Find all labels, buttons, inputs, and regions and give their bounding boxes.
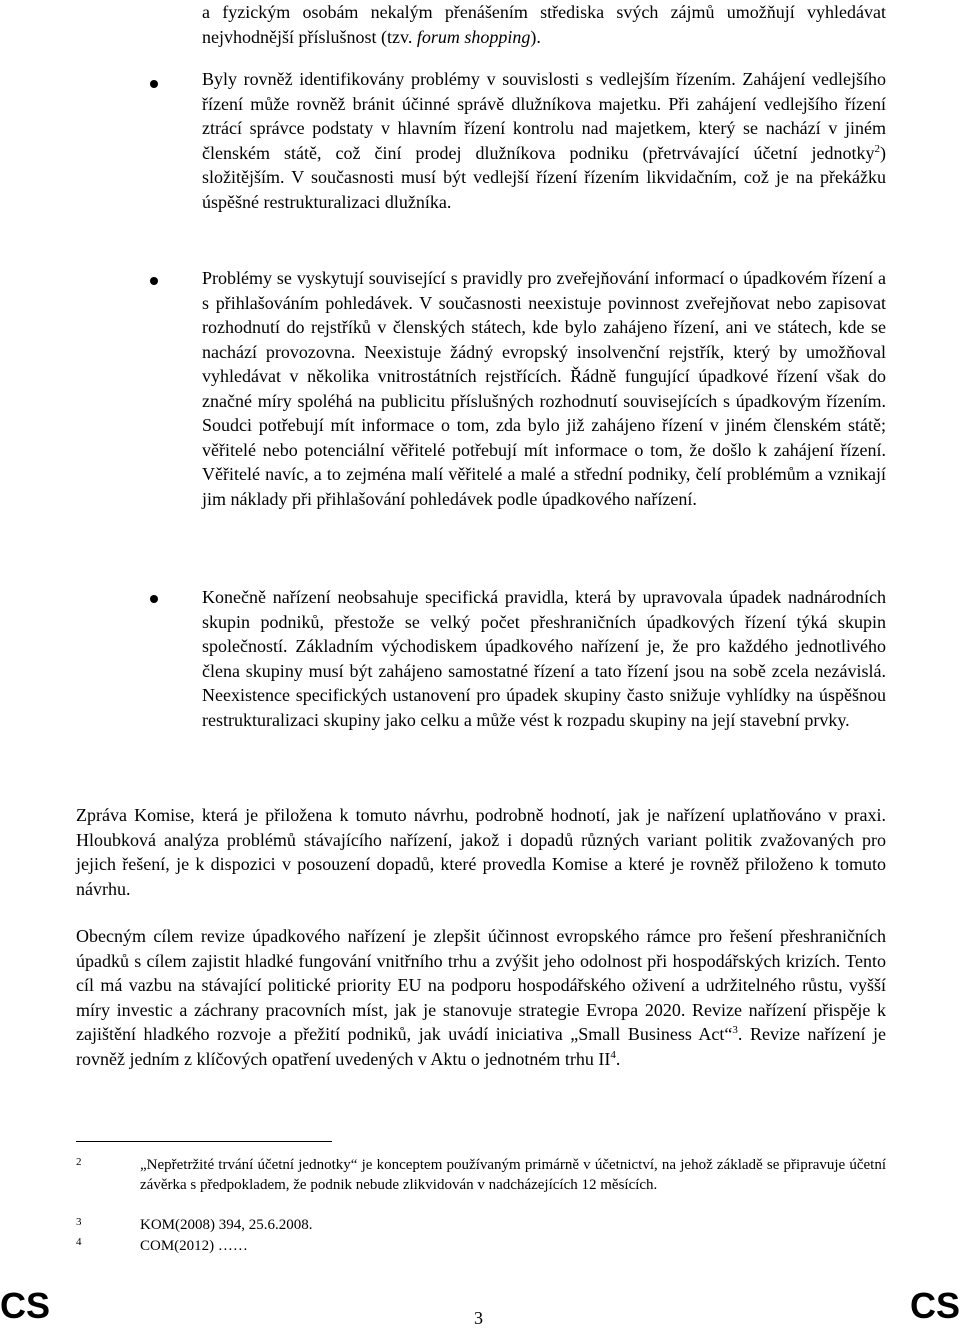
bullet-dot-1 (150, 80, 158, 88)
footnote-separator (76, 1141, 332, 1142)
footnote-number-2: 2 (76, 1156, 82, 1168)
intro-paragraph (202, 0, 886, 49)
bullet-paragraph-3: Konečně nařízení neobsahuje specifická pravidla, která by upravovala úpadek nadnárodních skupin podniků, přestože se velký počet přeshraničních úpadkových řízení týká skupin společností. Základním východiskem úpadkového nařízení je, že pro každého jednotlivého člena skupiny musí být zahájeno samostatné řízení a tato řízení jsou na sobě zcela nezávislá. Neexistence specifických ustanovení pro úpadek skupiny často snižuje vyhlídky na úspěšnou restrukturalizaci skupiny jako celku a může vést k rozpadu skupiny na její stavební prvky. (202, 587, 886, 730)
bullet-dot-2 (150, 277, 158, 285)
bullet1-text-end: ) složitějším. V současnosti musí být vedlejší řízení řízením likvidačním, což je na překážku úspěšné restrukturalizaci dlužníka. (202, 142, 886, 212)
page-number: 3 (474, 1308, 483, 1328)
footnote-text-2: „Nepřetržité trvání účetní jednotky“ je konceptem používaným primárně v účetnictví, na jehož základě se připravuje účetní závěrka s předpokladem, že podnik nebude zlikvidován v nadcházejících 12 měsících. (140, 1157, 886, 1193)
intro-italic: forum shopping (416, 26, 531, 47)
footnote-ref-4: 4 (610, 1048, 616, 1061)
paragraph-report: Zpráva Komise, která je přiložena k tomuto návrhu, podrobně hodnotí, jak je nařízení uplatňováno v praxi. Hloubková analýza problémů stávajícího nařízení, jakož i dopadů různých variant politik zvažovaných pro jejich řešení, je k dispozici v posouzení dopadů, které provedla Komise a které je rovněž přiloženo k tomuto návrhu. (76, 805, 886, 899)
footnote-ref-2: 2 (874, 142, 880, 155)
footnote-text-4: COM(2012) …… (140, 1238, 248, 1254)
paragraph-objective (76, 924, 886, 1071)
footnote-ref-3: 3 (732, 1024, 738, 1036)
bullet-paragraph-2: Problémy se vyskytují související s pravidly pro zveřejňování informací o úpadkovém řízení a s přihlašováním pohledávek. V současnosti neexistuje povinnost zveřejňovat nebo zapisovat rozhodnutí do rejstříků v členských státech, kde bylo zahájeno řízení, ani ve státech, kde se nachází provozovna. Neexistuje žádný evropský insolvenční rejstřík, který by umožňoval vyhledávat v několika vnitrostátních rejstřících. Řádně fungující úpadkové řízení však do značné míry spoléhá na publicitu příslušných rozhodnutí souvisejících s úpadkovým řízením. Soudci potřebují mít informace o tom, zda bylo již zahájeno řízení v jiném členském státě; věřitelé nebo potenciální věřitelé potřebují mít informace o tom, že došlo k zahájení řízení. Věřitelé navíc, a to zejména malí věřitelé a malé a střední podniky, čelí problémům a vznikají jim náklady při přihlašování pohledávek podle úpadkového nařízení. (202, 268, 886, 509)
bullet1-text: Byly rovněž identifikovány problémy v souvislosti s vedlejším řízením. Zahájení vedlejšího řízení může rovněž bránit účinné správě dlužníkova majetku. Při zahájení vedlejšího řízení ztrácí správce podstaty v hlavním řízení kontrolu nad majetkem, který se nachází v jiném členském státě, což činí prodej dlužníkova podniku (přetrvávající účetní jednotky (202, 69, 886, 163)
objective-text-mid: . Revize nařízení je rovněž jedním z klíčových opatření uvedených v Aktu o jednotném trhu II (76, 1024, 886, 1069)
bullet-dot-3 (150, 595, 158, 603)
objective-text: Obecným cílem revize úpadkového nařízení je zlepšit účinnost evropského rámce pro řešení přeshraničních úpadků s cílem zajistit hladké fungování vnitřního trhu a zvýšit jeho odolnost při hospodářských krizích. Tento cíl má vazbu na stávající politické priority EU na podporu hospodářského oživení a udržitelného růstu, vyšší míry investic a záchrany pracovních míst, jak je stanovuje strategie Evropa 2020. Revize nařízení přispěje k zajištění hladkého rozvoje a přežití podniků, jak uvádí iniciativa „Small Business Act“ (76, 926, 886, 1044)
footnote-number-3: 3 (76, 1216, 82, 1228)
bullet-paragraph-1 (202, 67, 886, 214)
footnote-number-4: 4 (76, 1236, 82, 1248)
intro-text: a fyzickým osobám nekalým přenášením střediska svých zájmů umožňují vyhledávat nejvhodnější příslušnost (tzv. (202, 2, 886, 47)
objective-text-end: . (615, 1048, 621, 1069)
footnote-text-3: KOM(2008) 394, 25.6.2008. (140, 1217, 313, 1233)
intro-end: ). (530, 26, 541, 47)
footer-language-left: CS (0, 1285, 51, 1326)
footer-language-right: CS (909, 1285, 960, 1326)
